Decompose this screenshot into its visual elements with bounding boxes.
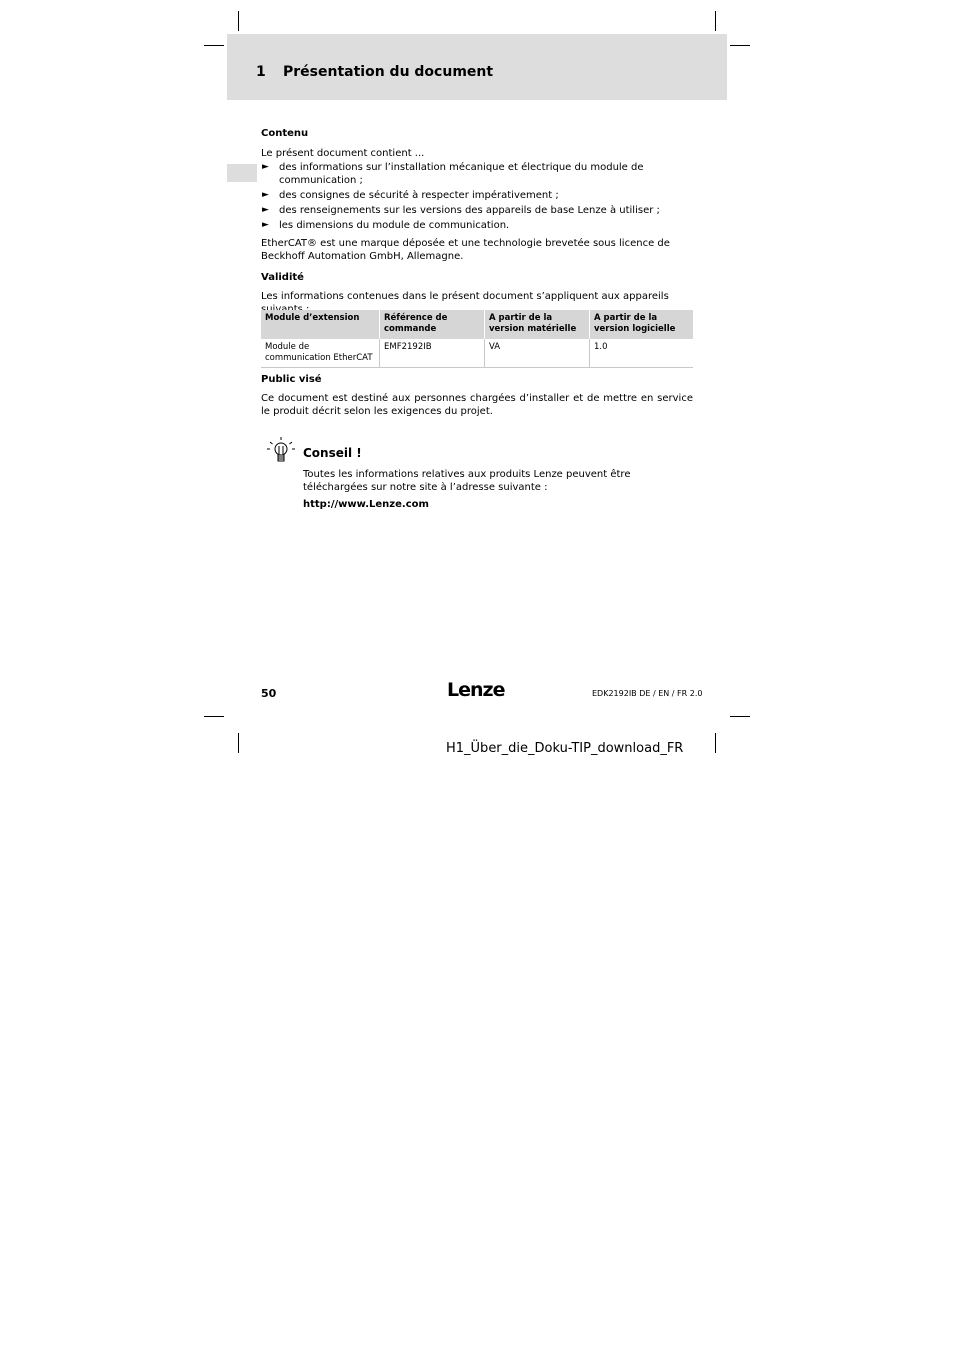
- file-name-label: H1_Über_die_Doku-TIP_download_FR: [446, 741, 684, 756]
- crop-mark: [715, 11, 716, 31]
- public-text: Ce document est destiné aux personnes chargées d’installer et de mettre en service le produit décrit selon les exigences du projet.: [261, 393, 693, 417]
- crop-mark: [730, 716, 750, 717]
- document-reference: EDK2192IB DE / EN / FR 2.0: [592, 689, 703, 698]
- table-cell: VA: [485, 339, 590, 368]
- lightbulb-icon: [265, 436, 297, 466]
- validite-intro: Les informations contenues dans le présent document s’appliquent aux appareils: [261, 291, 669, 302]
- table-cell: 1.0: [594, 342, 608, 352]
- contenu-bullet-list: [261, 161, 693, 234]
- crop-mark: [204, 45, 224, 46]
- arrow-right-icon: ►: [262, 205, 269, 215]
- crop-mark: [238, 733, 239, 753]
- validity-table: [261, 310, 693, 368]
- arrow-right-icon: ►: [262, 162, 269, 172]
- table-row: [261, 339, 693, 368]
- section-heading-contenu: Contenu: [261, 128, 309, 139]
- table-header-row: [261, 310, 693, 339]
- list-item: ► des consignes de sécurité à respecter impérativement ;: [262, 190, 559, 201]
- list-item: ► les dimensions du module de communication.: [262, 220, 510, 231]
- column-header: A partir de la version logicielle: [590, 310, 694, 339]
- chapter-title: Présentation du document: [283, 64, 494, 80]
- page-number: 50: [261, 687, 277, 700]
- lenze-logo: Lenze: [447, 679, 505, 701]
- tip-url-link[interactable]: http://www.Lenze.com: [303, 499, 429, 510]
- list-item: ► des informations sur l’installation mécanique et électrique du module de communication ;: [262, 162, 644, 186]
- section-heading-public: Public visé: [261, 374, 322, 385]
- crop-mark: [204, 716, 224, 717]
- column-header: A partir de la version matérielle: [485, 310, 590, 339]
- chapter-number: 1: [256, 64, 266, 80]
- crop-mark: [238, 11, 239, 31]
- arrow-right-icon: ►: [262, 190, 269, 200]
- table-cell: Module de communication EtherCAT: [261, 339, 380, 368]
- column-header: Module d’extension: [261, 310, 380, 339]
- crop-mark: [715, 733, 716, 753]
- contenu-intro: Le présent document contient ...: [261, 148, 425, 159]
- column-header: Référence de commande: [380, 310, 485, 339]
- tip-text: Toutes les informations relatives aux produits Lenze peuvent être téléchargées sur notre site à l’adresse suivante :: [303, 469, 631, 493]
- arrow-right-icon: ►: [262, 220, 269, 230]
- side-tab-marker: [227, 164, 257, 182]
- list-item: ► des renseignements sur les versions des appareils de base Lenze à utiliser ;: [262, 205, 660, 216]
- table-cell: EMF2192IB: [380, 339, 485, 368]
- crop-mark: [730, 45, 750, 46]
- trademark-note: EtherCAT® est une marque déposée et une technologie brevetée sous licence de Beckhoff Automation GmbH, Allemagne.: [261, 238, 670, 262]
- tip-title: Conseil !: [303, 446, 362, 460]
- section-heading-validite: Validité: [261, 272, 304, 283]
